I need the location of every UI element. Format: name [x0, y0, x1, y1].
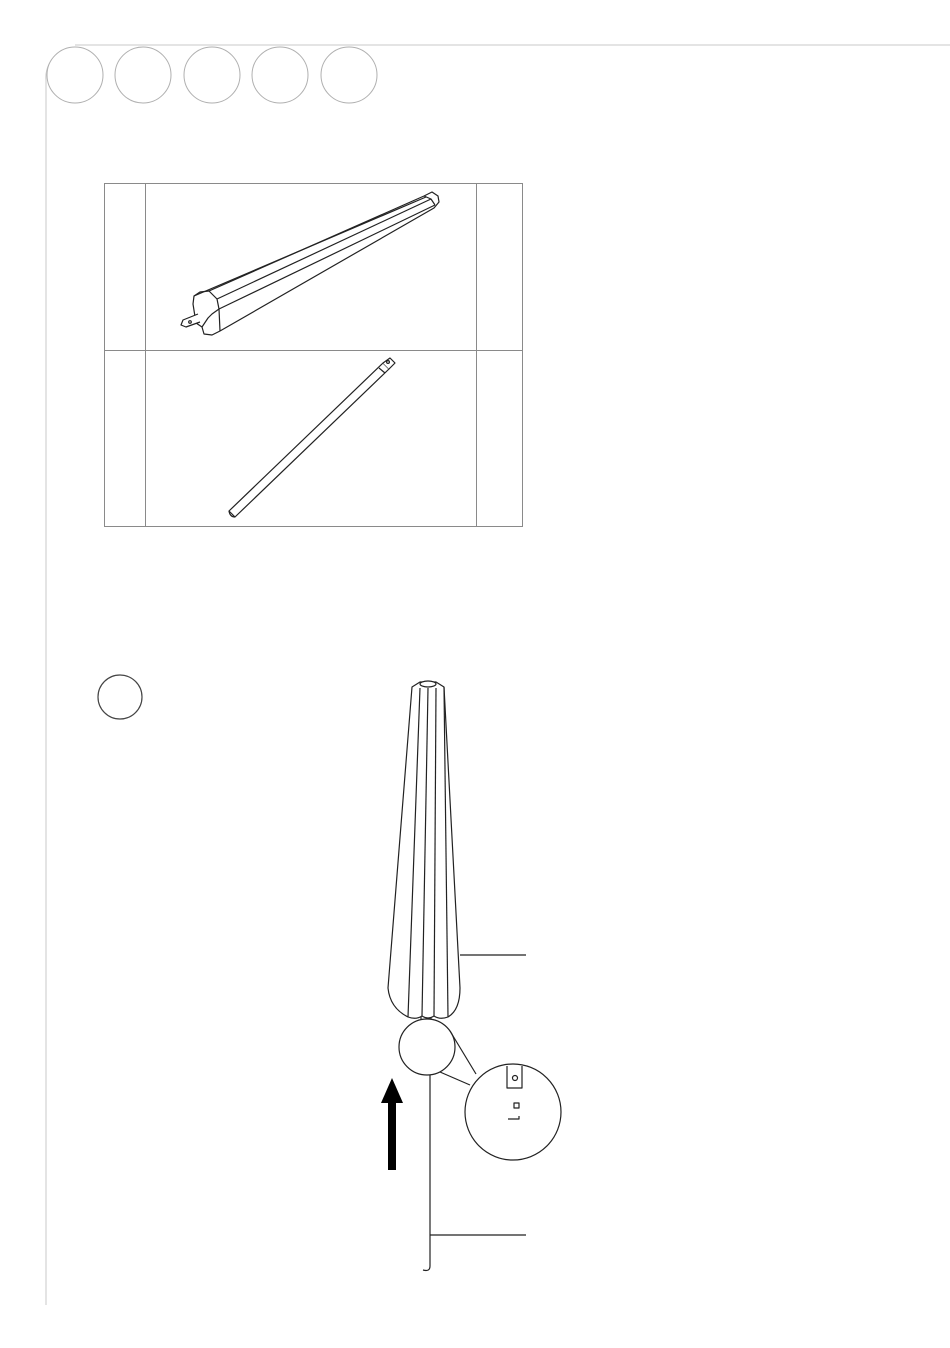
detail-magnifier-icon	[465, 1064, 561, 1160]
umbrella-canopy-closed-icon	[146, 183, 476, 351]
parts-row-2	[104, 351, 523, 527]
up-arrow-icon	[381, 1078, 403, 1170]
detail-source-circle	[399, 1019, 455, 1075]
step-marker	[97, 674, 143, 720]
step-tab-circles	[46, 46, 381, 104]
step-marker-circle	[97, 674, 143, 720]
pole-tube-icon	[146, 351, 476, 527]
assembly-illustration	[360, 670, 580, 1290]
parts-table	[104, 183, 523, 527]
closed-umbrella-icon	[388, 681, 460, 1018]
step-tabs	[46, 46, 381, 104]
parts-row-1	[104, 183, 523, 351]
